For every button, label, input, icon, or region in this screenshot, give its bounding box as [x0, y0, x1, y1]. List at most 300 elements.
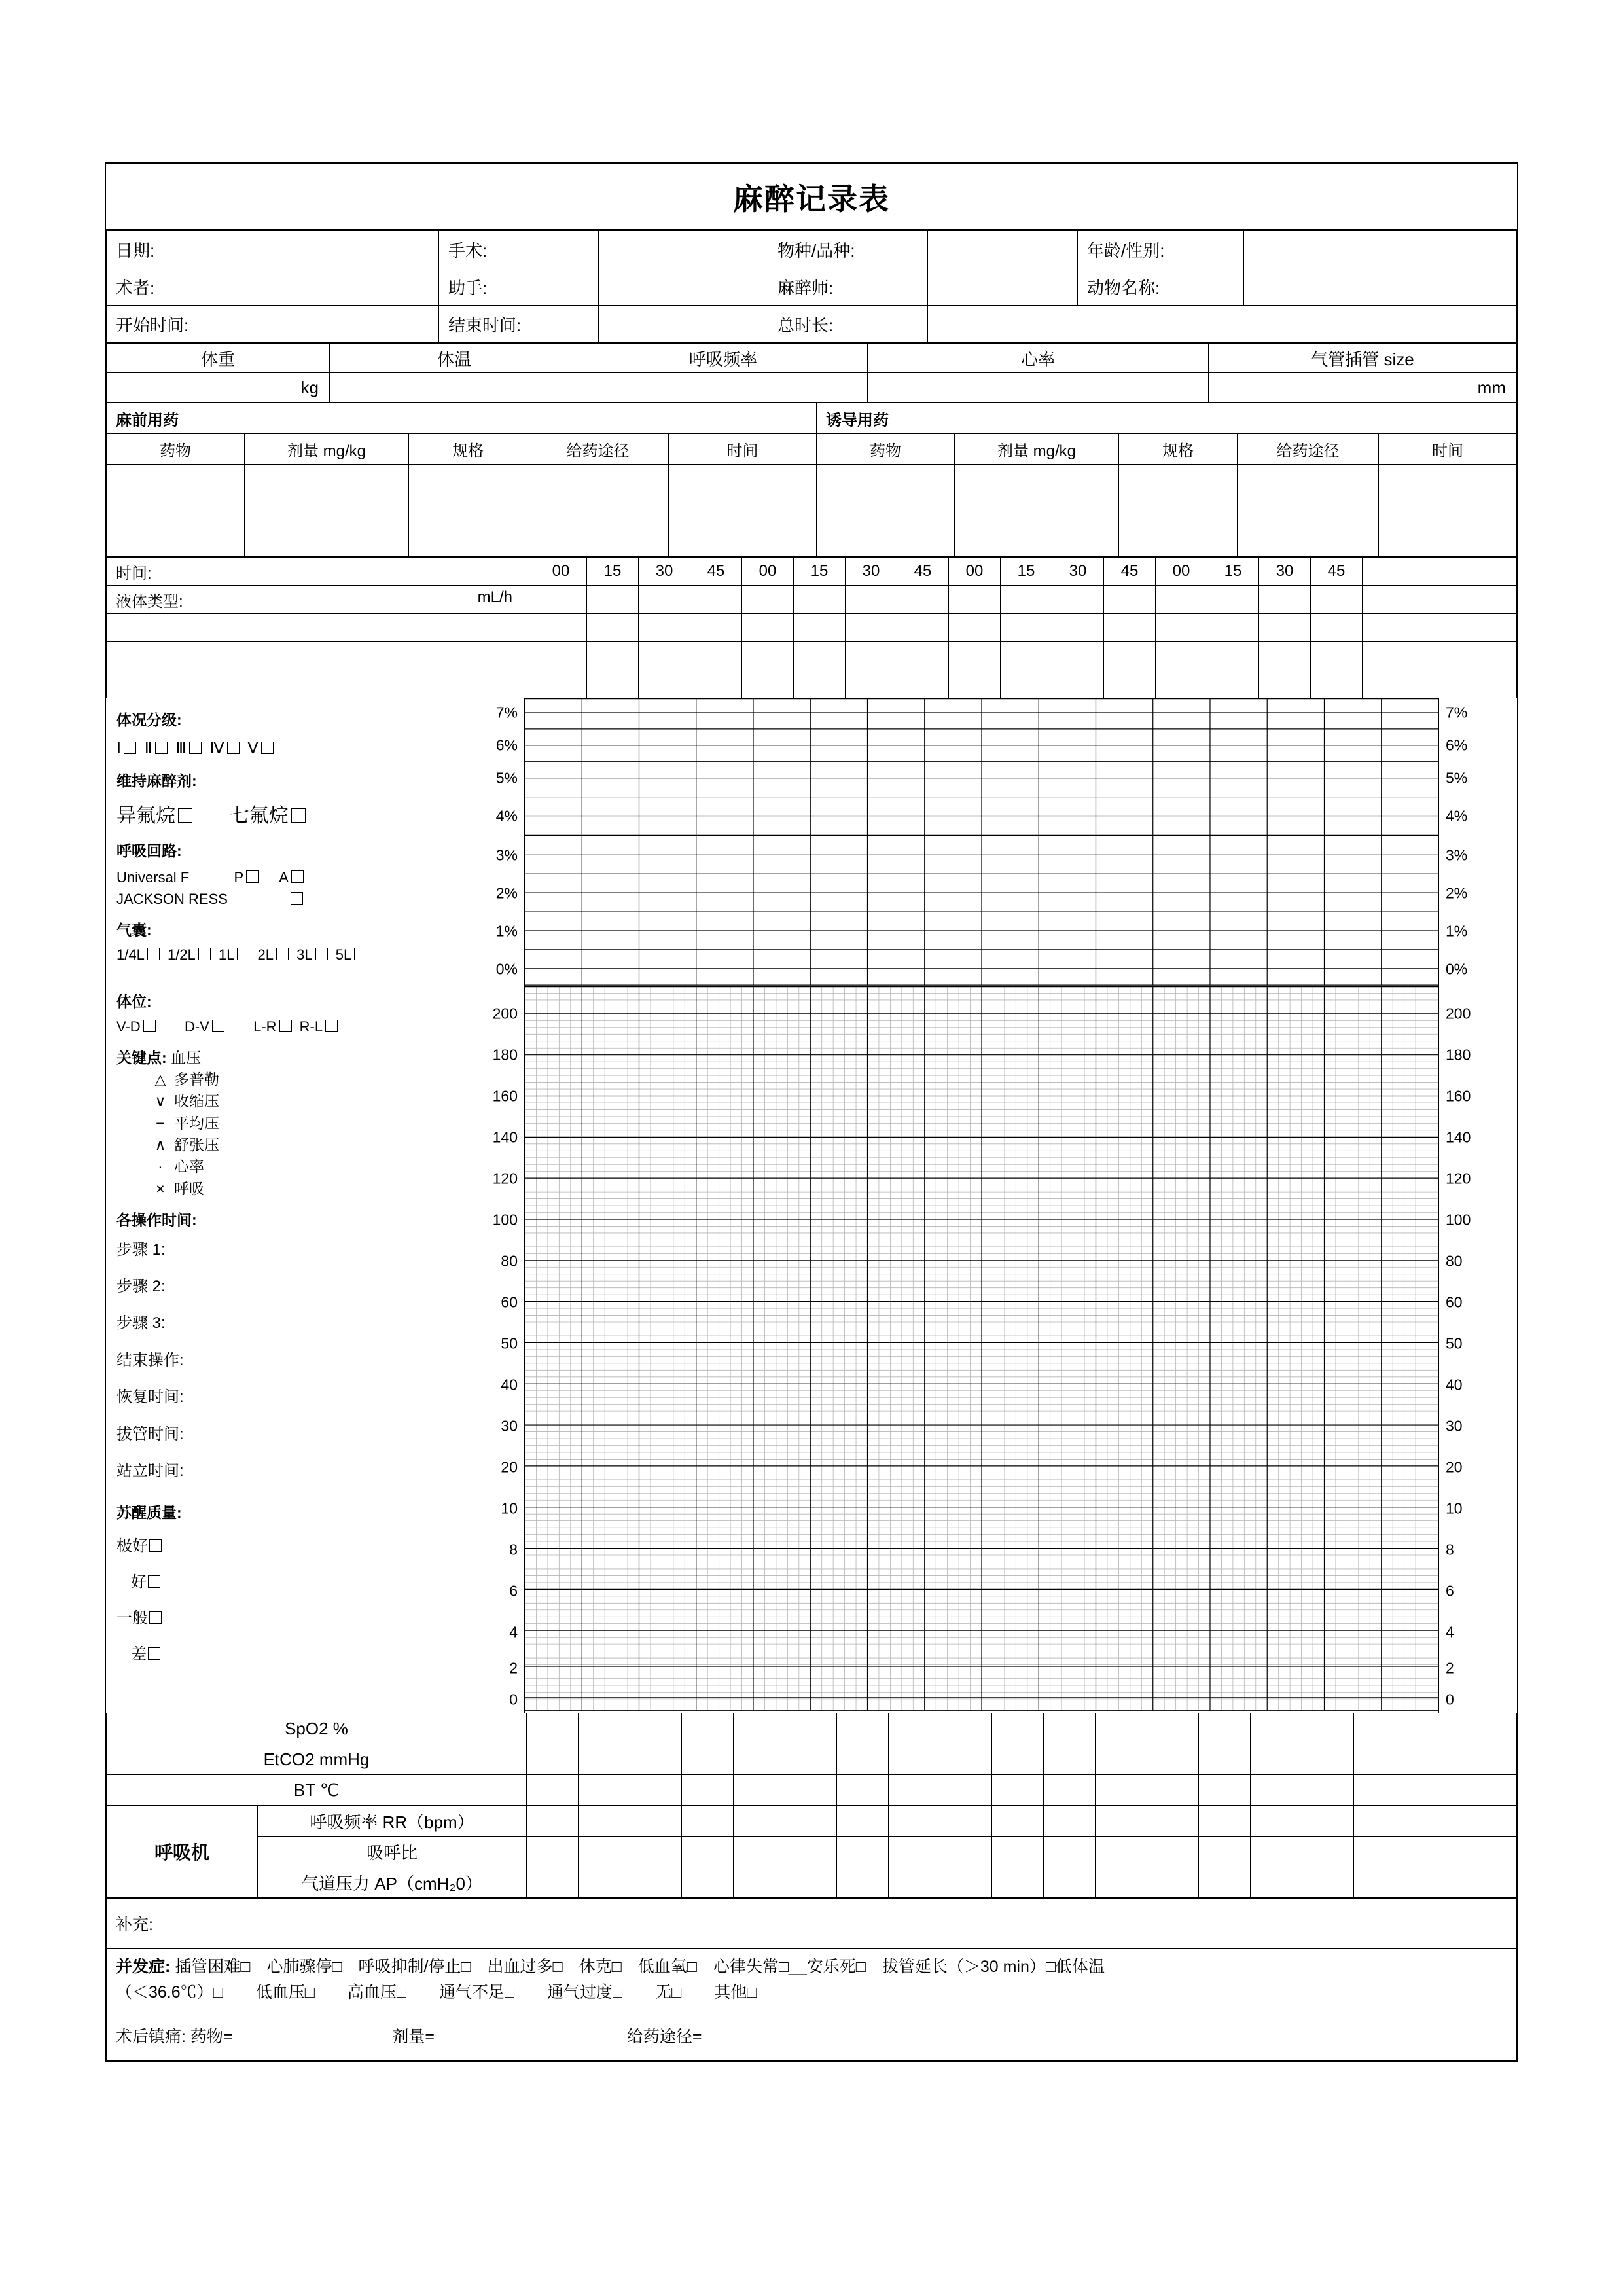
cell[interactable] — [1199, 1867, 1251, 1898]
cell[interactable] — [837, 1867, 889, 1898]
bp-plot-area[interactable] — [525, 986, 1438, 1713]
checkbox-recovery-fair[interactable] — [149, 1611, 162, 1624]
cell[interactable] — [639, 586, 690, 614]
field-assistant[interactable] — [599, 268, 768, 306]
cell[interactable] — [1302, 1775, 1354, 1806]
complications-block[interactable] — [107, 1949, 1517, 2011]
anesthesia-record-sheet — [105, 162, 1518, 2062]
cell[interactable] — [1199, 1744, 1251, 1775]
cell[interactable] — [992, 1806, 1044, 1837]
cell[interactable] — [889, 1775, 940, 1806]
checkbox-bag-3l[interactable] — [315, 948, 328, 960]
cell[interactable] — [1052, 642, 1104, 670]
cell[interactable] — [734, 1867, 785, 1898]
cell[interactable] — [669, 465, 817, 495]
cell[interactable] — [1147, 1806, 1199, 1837]
checkbox-bag-5l[interactable] — [354, 948, 366, 960]
cell[interactable] — [846, 670, 897, 698]
cell[interactable] — [794, 586, 846, 614]
cell[interactable] — [1001, 614, 1052, 642]
cell[interactable] — [639, 642, 690, 670]
checkbox-bag-quarter[interactable] — [147, 948, 160, 960]
asa-title: 体况分级: — [116, 711, 182, 728]
cell[interactable] — [527, 1744, 579, 1775]
cell[interactable] — [245, 495, 409, 526]
asa-options[interactable] — [116, 737, 435, 761]
cell[interactable] — [587, 670, 639, 698]
cell[interactable] — [1104, 642, 1156, 670]
cell[interactable] — [940, 1775, 992, 1806]
cell[interactable] — [1052, 614, 1104, 642]
maintenance-options[interactable] — [116, 801, 435, 831]
bp-axis-right-8: 8 — [1446, 1541, 1454, 1558]
cell[interactable] — [579, 1867, 630, 1898]
cell[interactable] — [527, 1775, 579, 1806]
cell[interactable] — [1001, 670, 1052, 698]
cell[interactable] — [1119, 465, 1238, 495]
cell[interactable] — [1238, 465, 1379, 495]
label-age-sex: 年龄/性别: — [1078, 231, 1244, 268]
ventilator-rr-row — [107, 1806, 1517, 1837]
cell[interactable] — [889, 1744, 940, 1775]
cell[interactable] — [1207, 670, 1259, 698]
cell[interactable] — [1259, 670, 1311, 698]
cell[interactable] — [1302, 1806, 1354, 1837]
cell[interactable] — [682, 1806, 734, 1837]
field-age-sex[interactable] — [1244, 231, 1517, 268]
cell[interactable] — [527, 1713, 579, 1744]
cell[interactable] — [889, 1867, 940, 1898]
cell[interactable] — [1363, 670, 1517, 698]
checkbox-recovery-good[interactable] — [148, 1575, 160, 1588]
cell[interactable] — [1259, 642, 1311, 670]
cell[interactable] — [669, 526, 817, 557]
cell[interactable] — [1259, 586, 1311, 614]
checkbox-recovery-excellent[interactable] — [149, 1539, 162, 1552]
cell[interactable] — [690, 670, 742, 698]
recovery-quality-options[interactable] — [116, 1528, 435, 1673]
induction-col-dose: 剂量 mg/kg — [955, 434, 1119, 465]
cell[interactable] — [889, 1713, 940, 1744]
cell[interactable] — [1363, 642, 1517, 670]
cell[interactable] — [742, 670, 794, 698]
field-total-duration[interactable] — [928, 306, 1517, 343]
cell[interactable] — [1251, 1806, 1302, 1837]
cell[interactable] — [817, 465, 955, 495]
cell[interactable] — [1104, 614, 1156, 642]
cell[interactable] — [535, 614, 587, 642]
field-weight[interactable]: kg — [107, 373, 330, 403]
cell[interactable] — [785, 1837, 837, 1867]
cell[interactable] — [1238, 526, 1379, 557]
cell[interactable] — [794, 614, 846, 642]
cell[interactable] — [1052, 670, 1104, 698]
cell[interactable] — [1199, 1837, 1251, 1867]
cell[interactable] — [630, 1775, 682, 1806]
cell[interactable] — [949, 586, 1001, 614]
cell[interactable] — [897, 642, 949, 670]
cell[interactable] — [669, 495, 817, 526]
cell[interactable] — [734, 1744, 785, 1775]
cell[interactable] — [107, 670, 535, 698]
cell[interactable] — [1096, 1713, 1147, 1744]
cell[interactable] — [1096, 1744, 1147, 1775]
cell[interactable] — [1156, 670, 1207, 698]
cell[interactable] — [742, 586, 794, 614]
cell[interactable] — [742, 642, 794, 670]
label-ett-size: 气管插管 size — [1209, 344, 1517, 373]
cell[interactable] — [992, 1713, 1044, 1744]
cell[interactable] — [992, 1744, 1044, 1775]
cell[interactable] — [1104, 670, 1156, 698]
checkbox-position-rl[interactable] — [325, 1020, 338, 1032]
legend-item-resp — [147, 1178, 435, 1200]
cell[interactable] — [1044, 1775, 1096, 1806]
cell[interactable] — [955, 526, 1119, 557]
asa-option-1: Ⅰ — [116, 739, 122, 757]
cell[interactable] — [409, 465, 527, 495]
systolic-symbol: ∨ — [154, 1092, 166, 1110]
checkbox-sevoflurane[interactable] — [291, 808, 306, 823]
cell[interactable] — [527, 1837, 579, 1867]
cell[interactable] — [527, 1806, 579, 1837]
checkbox-bag-half[interactable] — [198, 948, 211, 960]
cell[interactable] — [639, 614, 690, 642]
cell[interactable] — [682, 1775, 734, 1806]
cell[interactable] — [107, 614, 535, 642]
cell[interactable] — [1311, 614, 1363, 642]
cell[interactable] — [1199, 1713, 1251, 1744]
field-start-time[interactable] — [266, 306, 439, 343]
checkbox-isoflurane[interactable] — [178, 808, 192, 823]
drug-row[interactable] — [107, 495, 1517, 526]
cell[interactable] — [949, 614, 1001, 642]
cell[interactable] — [107, 495, 245, 526]
cell[interactable] — [587, 642, 639, 670]
cell[interactable] — [1096, 1806, 1147, 1837]
gas-grid — [525, 698, 1438, 986]
cell[interactable] — [837, 1775, 889, 1806]
cell[interactable] — [846, 614, 897, 642]
cell[interactable] — [1096, 1775, 1147, 1806]
recovery-option-good-row[interactable] — [131, 1564, 435, 1600]
cell[interactable] — [630, 1713, 682, 1744]
cell[interactable] — [992, 1775, 1044, 1806]
cell[interactable] — [1302, 1744, 1354, 1775]
analgesia-block[interactable] — [107, 2011, 1517, 2060]
checkbox-bag-1l[interactable] — [237, 948, 249, 960]
cell[interactable] — [579, 1806, 630, 1837]
op-standing-time[interactable]: 站立时间: — [116, 1462, 184, 1480]
cell[interactable] — [245, 526, 409, 557]
bp-axis-label-30: 30 — [501, 1417, 518, 1435]
cell[interactable] — [1156, 642, 1207, 670]
label-resp-rate: 呼吸频率 — [579, 344, 868, 373]
cell[interactable] — [1001, 586, 1052, 614]
cell[interactable] — [1363, 614, 1517, 642]
cell[interactable] — [949, 642, 1001, 670]
cell[interactable] — [535, 670, 587, 698]
cell[interactable] — [940, 1744, 992, 1775]
cell[interactable] — [1354, 1775, 1517, 1806]
time-col-7: 45 — [897, 558, 949, 586]
cell[interactable] — [1001, 642, 1052, 670]
cell[interactable] — [1156, 586, 1207, 614]
cell[interactable] — [734, 1806, 785, 1837]
cell[interactable] — [682, 1713, 734, 1744]
label-weight: 体重 — [107, 344, 330, 373]
cell[interactable] — [535, 642, 587, 670]
cell[interactable] — [940, 1806, 992, 1837]
cell[interactable] — [1147, 1837, 1199, 1867]
cell[interactable] — [837, 1806, 889, 1837]
op-step-1[interactable]: 步骤 1: — [116, 1240, 166, 1259]
cell[interactable] — [1104, 586, 1156, 614]
cell[interactable] — [1379, 526, 1517, 557]
cell[interactable] — [897, 614, 949, 642]
bp-axis-label-200: 200 — [492, 1005, 518, 1022]
cell[interactable] — [992, 1867, 1044, 1898]
cell[interactable] — [1199, 1806, 1251, 1837]
field-animal-name[interactable] — [1244, 268, 1517, 306]
cell[interactable] — [734, 1713, 785, 1744]
cell[interactable] — [1044, 1806, 1096, 1837]
cell[interactable] — [1302, 1867, 1354, 1898]
cell[interactable] — [1251, 1713, 1302, 1744]
cell[interactable] — [1238, 495, 1379, 526]
cell[interactable] — [1207, 642, 1259, 670]
cell[interactable] — [587, 586, 639, 614]
cell[interactable] — [587, 614, 639, 642]
cell[interactable] — [817, 495, 955, 526]
cell[interactable] — [734, 1775, 785, 1806]
cell[interactable] — [1354, 1744, 1517, 1775]
cell[interactable] — [955, 495, 1119, 526]
cell[interactable] — [630, 1837, 682, 1867]
cell[interactable] — [837, 1744, 889, 1775]
field-surgery[interactable] — [599, 231, 768, 268]
cell[interactable] — [579, 1837, 630, 1867]
cell[interactable] — [690, 642, 742, 670]
cell[interactable] — [1156, 614, 1207, 642]
checkbox-jackson-rees[interactable] — [291, 892, 303, 905]
position-options[interactable] — [116, 1016, 435, 1037]
cell[interactable] — [1207, 614, 1259, 642]
fluid-row[interactable] — [107, 614, 1517, 642]
cell[interactable] — [1354, 1867, 1517, 1898]
cell[interactable] — [897, 586, 949, 614]
cell[interactable] — [682, 1837, 734, 1867]
cell[interactable] — [630, 1867, 682, 1898]
premed-col-dose: 剂量 mg/kg — [245, 434, 409, 465]
cell[interactable] — [409, 495, 527, 526]
cell[interactable] — [1044, 1837, 1096, 1867]
time-col-10: 30 — [1052, 558, 1104, 586]
cell[interactable] — [630, 1806, 682, 1837]
cell[interactable] — [1354, 1837, 1517, 1867]
field-ett-size[interactable]: mm — [1209, 373, 1517, 403]
drug-row[interactable] — [107, 526, 1517, 557]
checkbox-recovery-poor[interactable] — [148, 1647, 160, 1660]
cell[interactable] — [1119, 495, 1238, 526]
checkbox-circuit-a[interactable] — [291, 870, 304, 883]
cell[interactable] — [107, 465, 245, 495]
cell[interactable] — [527, 495, 669, 526]
cell[interactable] — [846, 586, 897, 614]
cell[interactable] — [1207, 586, 1259, 614]
bp-axis-label-120: 120 — [492, 1170, 518, 1187]
cell[interactable] — [1147, 1744, 1199, 1775]
checkbox-asa-4[interactable] — [227, 742, 240, 754]
recovery-option-poor-row[interactable] — [131, 1636, 435, 1672]
field-date[interactable] — [266, 231, 439, 268]
cell[interactable] — [1302, 1837, 1354, 1867]
op-step-2[interactable]: 步骤 2: — [116, 1277, 166, 1295]
cell[interactable] — [1044, 1867, 1096, 1898]
cell[interactable] — [817, 526, 955, 557]
checkbox-circuit-p[interactable] — [246, 870, 259, 883]
cell[interactable] — [682, 1744, 734, 1775]
checkbox-asa-3[interactable] — [189, 742, 202, 754]
analgesia-dose-label: 剂量= — [392, 2027, 435, 2046]
op-recovery-time[interactable]: 恢复时间: — [116, 1388, 184, 1407]
cell[interactable] — [846, 642, 897, 670]
cell[interactable] — [107, 526, 245, 557]
cell[interactable] — [1354, 1713, 1517, 1744]
cell[interactable] — [579, 1744, 630, 1775]
cell[interactable] — [690, 614, 742, 642]
cell[interactable] — [535, 586, 587, 614]
checkbox-bag-2l[interactable] — [276, 948, 289, 960]
cell[interactable] — [245, 465, 409, 495]
induction-title: 诱导用药 — [817, 403, 1517, 434]
cell[interactable] — [1259, 614, 1311, 642]
cell[interactable] — [1379, 495, 1517, 526]
cell[interactable] — [940, 1867, 992, 1898]
cell[interactable] — [527, 526, 669, 557]
field-resp-rate[interactable] — [579, 373, 868, 403]
cell[interactable] — [682, 1867, 734, 1898]
cell[interactable] — [889, 1837, 940, 1867]
cell[interactable] — [1147, 1867, 1199, 1898]
cell[interactable] — [1052, 586, 1104, 614]
cell[interactable] — [409, 526, 527, 557]
cell[interactable] — [1354, 1806, 1517, 1837]
field-heart-rate[interactable] — [868, 373, 1209, 403]
checkbox-asa-1[interactable] — [124, 742, 136, 754]
vitals-label-row — [107, 344, 1517, 373]
cell[interactable] — [785, 1867, 837, 1898]
cell[interactable] — [785, 1775, 837, 1806]
cell[interactable] — [837, 1837, 889, 1867]
supplement-row[interactable] — [107, 1899, 1517, 1949]
checkbox-asa-2[interactable] — [155, 742, 168, 754]
op-extubation-time[interactable]: 拔管时间: — [116, 1425, 184, 1443]
cell[interactable] — [579, 1713, 630, 1744]
cell[interactable] — [1147, 1775, 1199, 1806]
cell[interactable] — [1251, 1837, 1302, 1867]
cell[interactable] — [742, 614, 794, 642]
field-end-time[interactable] — [599, 306, 768, 343]
checkbox-position-vd[interactable] — [143, 1020, 156, 1032]
bag-options[interactable] — [116, 944, 435, 965]
cell[interactable] — [527, 465, 669, 495]
bp-axis-right-200: 200 — [1446, 1005, 1471, 1022]
cell[interactable] — [1251, 1867, 1302, 1898]
cell[interactable] — [1096, 1837, 1147, 1867]
cell[interactable] — [1311, 642, 1363, 670]
cell[interactable] — [1147, 1713, 1199, 1744]
cell[interactable] — [785, 1806, 837, 1837]
cell[interactable] — [734, 1837, 785, 1867]
cell[interactable] — [940, 1713, 992, 1744]
field-surgeon[interactable] — [266, 268, 439, 306]
fluid-type-label[interactable] — [107, 586, 535, 614]
cell[interactable] — [639, 670, 690, 698]
cell[interactable] — [785, 1744, 837, 1775]
field-species[interactable] — [928, 231, 1078, 268]
checkbox-asa-5[interactable] — [261, 742, 274, 754]
checkbox-position-dv[interactable] — [212, 1020, 224, 1032]
recovery-option-excellent-row[interactable] — [116, 1528, 435, 1564]
fluid-row[interactable] — [107, 642, 1517, 670]
cell[interactable] — [794, 642, 846, 670]
bp-axis-label-180: 180 — [492, 1046, 518, 1064]
cell[interactable] — [794, 670, 846, 698]
checkbox-position-lr[interactable] — [279, 1020, 292, 1032]
cell[interactable] — [1363, 586, 1517, 614]
cell[interactable] — [1251, 1744, 1302, 1775]
cell[interactable] — [1096, 1867, 1147, 1898]
cell[interactable] — [1379, 465, 1517, 495]
cell[interactable] — [992, 1837, 1044, 1867]
bp-axis-label-20: 20 — [501, 1458, 518, 1476]
cell[interactable] — [1044, 1744, 1096, 1775]
cell[interactable] — [1199, 1775, 1251, 1806]
cell[interactable] — [107, 642, 535, 670]
cell[interactable] — [955, 465, 1119, 495]
circuit-jackson-rees-row[interactable] — [116, 888, 435, 910]
cell[interactable] — [1044, 1713, 1096, 1744]
fluid-row[interactable] — [107, 670, 1517, 698]
bp-chart-row — [106, 986, 1517, 1713]
cell[interactable] — [785, 1713, 837, 1744]
op-step-3[interactable]: 步骤 3: — [116, 1314, 166, 1333]
cell[interactable] — [897, 670, 949, 698]
cell[interactable] — [1311, 670, 1363, 698]
cell[interactable] — [1302, 1713, 1354, 1744]
position-option-vd: V-D — [116, 1018, 141, 1035]
drug-row[interactable] — [107, 465, 1517, 495]
field-temperature[interactable] — [330, 373, 579, 403]
cell[interactable] — [1311, 586, 1363, 614]
circuit-universal-f-row[interactable] — [116, 867, 435, 888]
cell[interactable] — [889, 1806, 940, 1837]
gas-plot-area[interactable] — [525, 698, 1438, 986]
cell[interactable] — [837, 1713, 889, 1744]
cell[interactable] — [579, 1775, 630, 1806]
field-anesthetist[interactable] — [928, 268, 1078, 306]
cell[interactable] — [690, 586, 742, 614]
cell[interactable] — [1251, 1775, 1302, 1806]
cell[interactable] — [940, 1837, 992, 1867]
cell[interactable] — [1119, 526, 1238, 557]
cell[interactable] — [949, 670, 1001, 698]
recovery-option-fair-row[interactable] — [116, 1600, 435, 1636]
cell[interactable] — [527, 1867, 579, 1898]
cell[interactable] — [630, 1744, 682, 1775]
op-end-procedure[interactable]: 结束操作: — [116, 1351, 184, 1369]
